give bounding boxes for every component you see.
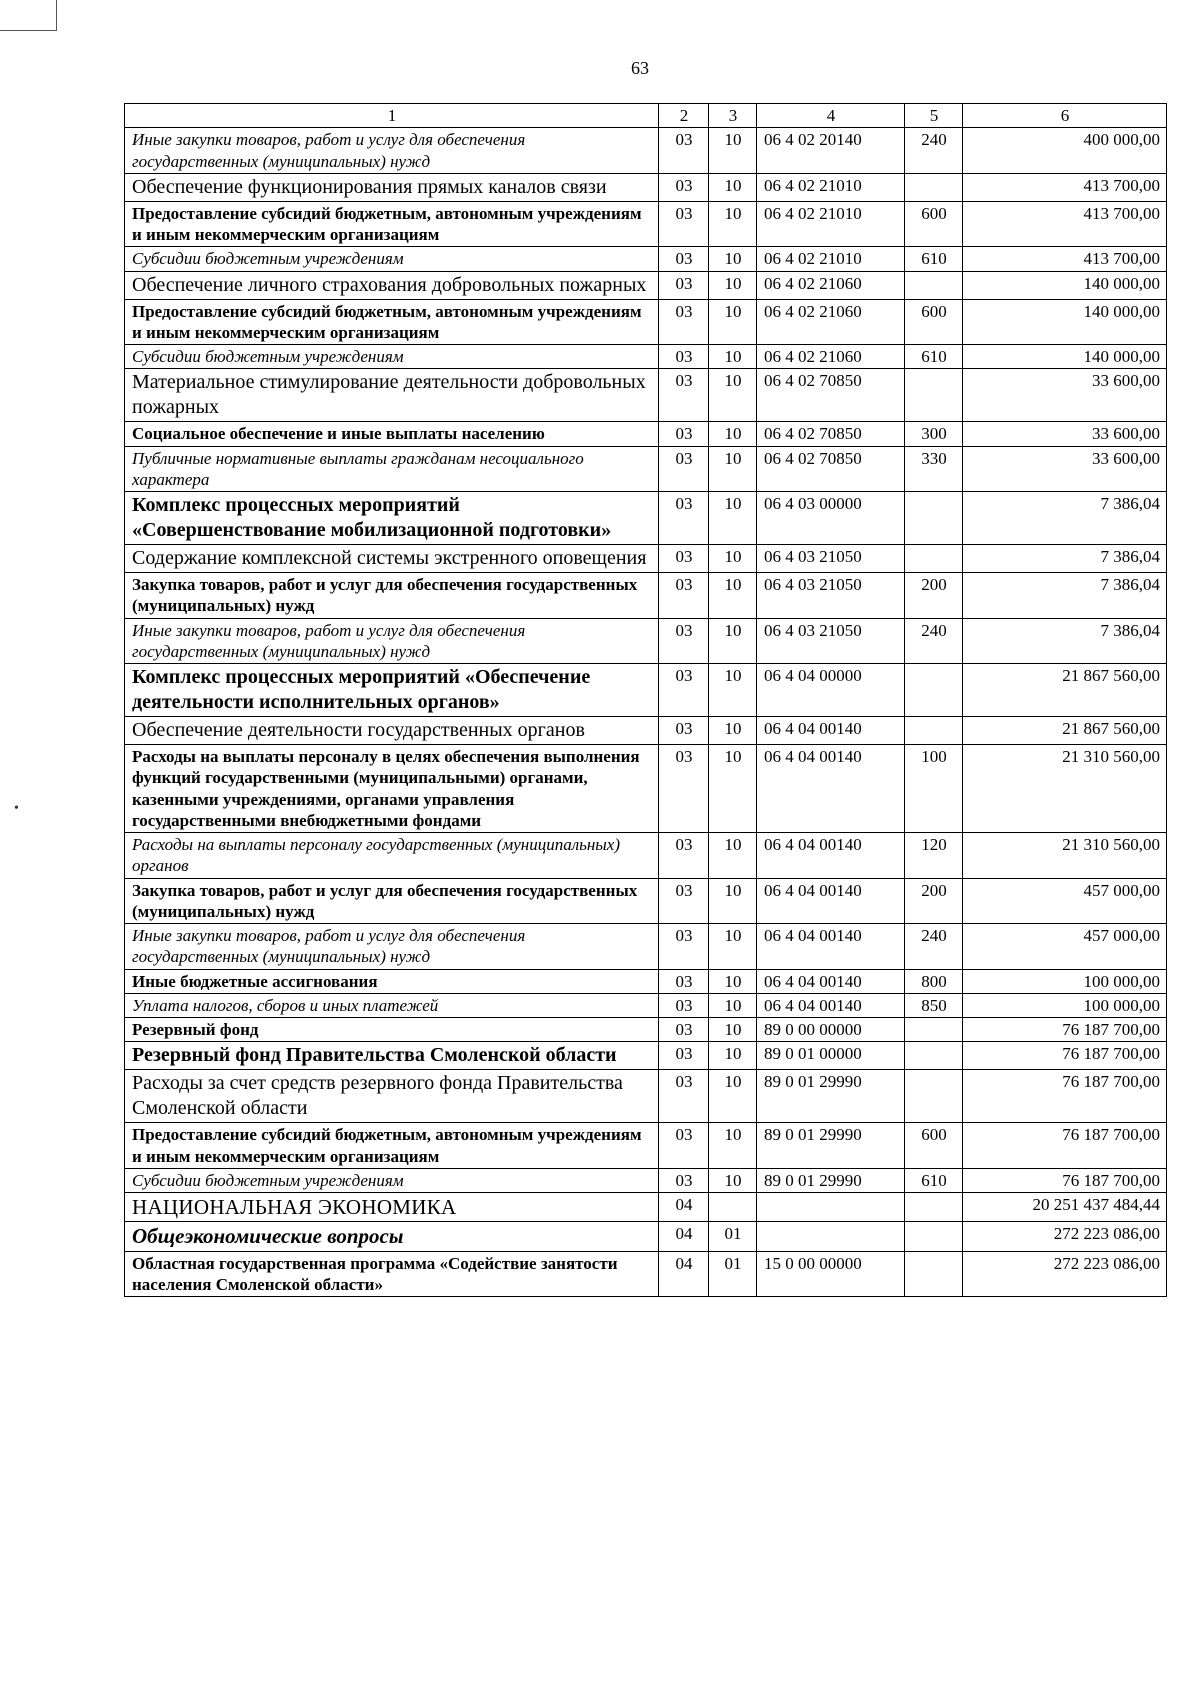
row-name: Содержание комплексной системы экстренного оповещения (125, 545, 659, 573)
row-amount: 7 386,04 (963, 545, 1167, 573)
row-section: 03 (659, 745, 709, 833)
row-amount: 272 223 086,00 (963, 1251, 1167, 1297)
row-expense-type (905, 1018, 963, 1042)
row-target-article (757, 1193, 905, 1222)
row-subsection: 10 (709, 299, 757, 345)
row-target-article: 15 0 00 00000 (757, 1251, 905, 1297)
table-row (125, 1042, 1167, 1070)
row-amount: 76 187 700,00 (963, 1070, 1167, 1123)
row-amount: 272 223 086,00 (963, 1222, 1167, 1251)
row-amount: 76 187 700,00 (963, 1042, 1167, 1070)
row-subsection: 10 (709, 969, 757, 993)
row-amount: 140 000,00 (963, 299, 1167, 345)
row-section: 03 (659, 128, 709, 174)
row-target-article: 89 0 01 29990 (757, 1070, 905, 1123)
header-col-1: 1 (125, 104, 659, 128)
row-name: Резервный фонд (125, 1018, 659, 1042)
row-subsection: 10 (709, 545, 757, 573)
row-expense-type: 200 (905, 878, 963, 924)
row-target-article: 06 4 04 00140 (757, 745, 905, 833)
row-amount: 76 187 700,00 (963, 1018, 1167, 1042)
table-row (125, 545, 1167, 573)
row-amount: 400 000,00 (963, 128, 1167, 174)
row-expense-type: 240 (905, 924, 963, 970)
table-row (125, 573, 1167, 619)
row-amount: 76 187 700,00 (963, 1123, 1167, 1169)
row-name: Материальное стимулирование деятельности добровольных пожарных (125, 369, 659, 422)
table-row (125, 618, 1167, 664)
row-section: 04 (659, 1251, 709, 1297)
row-subsection: 10 (709, 422, 757, 446)
table-row (125, 745, 1167, 833)
row-name: Комплекс процессных мероприятий «Совершенствование мобилизационной подготовки» (125, 492, 659, 545)
row-subsection: 10 (709, 1070, 757, 1123)
row-expense-type: 240 (905, 128, 963, 174)
row-target-article: 89 0 01 29990 (757, 1123, 905, 1169)
row-name: Обеспечение личного страхования добровольных пожарных (125, 271, 659, 299)
table-row (125, 1018, 1167, 1042)
row-expense-type (905, 173, 963, 201)
row-target-article: 06 4 04 00140 (757, 878, 905, 924)
header-col-2: 2 (659, 104, 709, 128)
row-expense-type (905, 1042, 963, 1070)
row-section: 04 (659, 1193, 709, 1222)
row-section: 03 (659, 545, 709, 573)
row-name: Предоставление субсидий бюджетным, автономным учреждениям и иным некоммерческим организациям (125, 1123, 659, 1169)
header-col-6: 6 (963, 104, 1167, 128)
row-name: Субсидии бюджетным учреждениям (125, 1168, 659, 1192)
table-row (125, 271, 1167, 299)
row-subsection: 10 (709, 618, 757, 664)
row-name: Предоставление субсидий бюджетным, автономным учреждениям и иным некоммерческим организациям (125, 201, 659, 247)
row-amount: 21 310 560,00 (963, 833, 1167, 879)
table-row (125, 446, 1167, 492)
row-section: 03 (659, 1042, 709, 1070)
row-subsection: 10 (709, 201, 757, 247)
row-expense-type (905, 1193, 963, 1222)
row-name: Иные закупки товаров, работ и услуг для обеспечения государственных (муниципальных) нужд (125, 924, 659, 970)
row-section: 03 (659, 717, 709, 745)
row-target-article: 06 4 03 21050 (757, 618, 905, 664)
row-expense-type: 610 (905, 345, 963, 369)
row-amount: 33 600,00 (963, 369, 1167, 422)
row-amount: 7 386,04 (963, 618, 1167, 664)
table-row (125, 969, 1167, 993)
table-row (125, 422, 1167, 446)
row-expense-type: 300 (905, 422, 963, 446)
row-expense-type: 800 (905, 969, 963, 993)
row-subsection: 10 (709, 271, 757, 299)
table-row (125, 1193, 1167, 1222)
page-number: 63 (631, 58, 649, 78)
row-target-article: 06 4 02 70850 (757, 446, 905, 492)
table-row (125, 492, 1167, 545)
row-section: 03 (659, 664, 709, 717)
row-name: Расходы за счет средств резервного фонда Правительства Смоленской области (125, 1070, 659, 1123)
row-expense-type: 600 (905, 201, 963, 247)
row-section: 03 (659, 969, 709, 993)
row-amount: 33 600,00 (963, 422, 1167, 446)
row-target-article: 89 0 01 29990 (757, 1168, 905, 1192)
table-row (125, 833, 1167, 879)
row-expense-type: 600 (905, 1123, 963, 1169)
row-name: Субсидии бюджетным учреждениям (125, 247, 659, 271)
row-expense-type (905, 1070, 963, 1123)
row-expense-type: 200 (905, 573, 963, 619)
table-row (125, 201, 1167, 247)
row-subsection: 10 (709, 446, 757, 492)
row-section: 03 (659, 369, 709, 422)
row-amount: 76 187 700,00 (963, 1168, 1167, 1192)
row-expense-type: 850 (905, 993, 963, 1017)
row-name: Публичные нормативные выплаты гражданам несоциального характера (125, 446, 659, 492)
table-row (125, 128, 1167, 174)
table-row (125, 345, 1167, 369)
row-target-article: 06 4 02 21010 (757, 201, 905, 247)
row-expense-type (905, 664, 963, 717)
row-amount: 413 700,00 (963, 201, 1167, 247)
row-expense-type (905, 492, 963, 545)
row-section: 03 (659, 993, 709, 1017)
row-expense-type: 610 (905, 247, 963, 271)
table-row (125, 717, 1167, 745)
row-subsection: 10 (709, 345, 757, 369)
row-subsection: 01 (709, 1251, 757, 1297)
header-col-3: 3 (709, 104, 757, 128)
row-expense-type: 100 (905, 745, 963, 833)
table-row (125, 1070, 1167, 1123)
row-section: 03 (659, 492, 709, 545)
row-target-article: 06 4 02 21060 (757, 299, 905, 345)
row-expense-type (905, 369, 963, 422)
row-name: Закупка товаров, работ и услуг для обеспечения государственных (муниципальных) нужд (125, 878, 659, 924)
row-subsection: 01 (709, 1222, 757, 1251)
row-name: Расходы на выплаты персоналу государственных (муниципальных) органов (125, 833, 659, 879)
row-name: Резервный фонд Правительства Смоленской области (125, 1042, 659, 1070)
row-subsection: 10 (709, 924, 757, 970)
row-amount: 21 310 560,00 (963, 745, 1167, 833)
row-name: Иные закупки товаров, работ и услуг для обеспечения государственных (муниципальных) нужд (125, 618, 659, 664)
row-section: 03 (659, 924, 709, 970)
row-section: 03 (659, 1123, 709, 1169)
table-row (125, 924, 1167, 970)
row-subsection: 10 (709, 492, 757, 545)
row-target-article: 06 4 02 20140 (757, 128, 905, 174)
budget-table (124, 103, 1167, 1297)
row-amount: 100 000,00 (963, 969, 1167, 993)
row-name: Предоставление субсидий бюджетным, автономным учреждениям и иным некоммерческим организациям (125, 299, 659, 345)
row-amount: 457 000,00 (963, 878, 1167, 924)
row-target-article: 06 4 02 21010 (757, 247, 905, 271)
row-name: Социальное обеспечение и иные выплаты населению (125, 422, 659, 446)
row-name: НАЦИОНАЛЬНАЯ ЭКОНОМИКА (125, 1193, 659, 1222)
table-row (125, 247, 1167, 271)
table-row (125, 1168, 1167, 1192)
row-section: 03 (659, 878, 709, 924)
row-amount: 20 251 437 484,44 (963, 1193, 1167, 1222)
row-target-article: 06 4 03 00000 (757, 492, 905, 545)
row-name: Иные закупки товаров, работ и услуг для обеспечения государственных (муниципальных) нужд (125, 128, 659, 174)
row-expense-type: 240 (905, 618, 963, 664)
row-name: Общеэкономические вопросы (125, 1222, 659, 1251)
row-section: 03 (659, 618, 709, 664)
header-row (125, 104, 1167, 128)
row-target-article: 06 4 04 00140 (757, 993, 905, 1017)
row-target-article: 06 4 04 00140 (757, 717, 905, 745)
row-amount: 413 700,00 (963, 247, 1167, 271)
row-section: 03 (659, 1018, 709, 1042)
row-name: Обеспечение деятельности государственных органов (125, 717, 659, 745)
row-subsection: 10 (709, 247, 757, 271)
row-amount: 457 000,00 (963, 924, 1167, 970)
row-section: 03 (659, 299, 709, 345)
row-subsection: 10 (709, 993, 757, 1017)
row-subsection: 10 (709, 1123, 757, 1169)
row-name: Уплата налогов, сборов и иных платежей (125, 993, 659, 1017)
table-row (125, 1251, 1167, 1297)
row-section: 03 (659, 173, 709, 201)
table-row (125, 664, 1167, 717)
row-subsection: 10 (709, 717, 757, 745)
row-subsection: 10 (709, 128, 757, 174)
row-target-article: 06 4 04 00140 (757, 924, 905, 970)
row-expense-type: 610 (905, 1168, 963, 1192)
row-expense-type (905, 271, 963, 299)
header-col-4: 4 (757, 104, 905, 128)
row-target-article: 06 4 04 00140 (757, 969, 905, 993)
table-row (125, 1222, 1167, 1251)
row-subsection: 10 (709, 173, 757, 201)
row-subsection (709, 1193, 757, 1222)
row-section: 04 (659, 1222, 709, 1251)
row-amount: 33 600,00 (963, 446, 1167, 492)
header-col-5: 5 (905, 104, 963, 128)
row-section: 03 (659, 573, 709, 619)
row-expense-type: 600 (905, 299, 963, 345)
row-section: 03 (659, 422, 709, 446)
row-section: 03 (659, 345, 709, 369)
row-amount: 100 000,00 (963, 993, 1167, 1017)
row-section: 03 (659, 1168, 709, 1192)
row-target-article: 89 0 01 00000 (757, 1042, 905, 1070)
row-target-article: 06 4 03 21050 (757, 545, 905, 573)
row-target-article: 06 4 02 70850 (757, 422, 905, 446)
row-name: Обеспечение функционирования прямых каналов связи (125, 173, 659, 201)
row-amount: 21 867 560,00 (963, 717, 1167, 745)
table-row (125, 878, 1167, 924)
row-section: 03 (659, 271, 709, 299)
row-target-article: 06 4 03 21050 (757, 573, 905, 619)
row-expense-type (905, 1251, 963, 1297)
row-section: 03 (659, 833, 709, 879)
row-target-article: 06 4 04 00140 (757, 833, 905, 879)
row-section: 03 (659, 247, 709, 271)
row-subsection: 10 (709, 878, 757, 924)
row-name: Закупка товаров, работ и услуг для обеспечения государственных (муниципальных) нужд (125, 573, 659, 619)
row-expense-type (905, 1222, 963, 1251)
row-subsection: 10 (709, 1168, 757, 1192)
row-expense-type: 120 (905, 833, 963, 879)
row-name: Областная государственная программа «Содействие занятости населения Смоленской области» (125, 1251, 659, 1297)
table-row (125, 369, 1167, 422)
row-subsection: 10 (709, 1018, 757, 1042)
row-amount: 7 386,04 (963, 492, 1167, 545)
row-target-article: 06 4 02 21060 (757, 271, 905, 299)
row-amount: 413 700,00 (963, 173, 1167, 201)
row-name: Иные бюджетные ассигнования (125, 969, 659, 993)
row-name: Расходы на выплаты персоналу в целях обеспечения выполнения функций государственными (муниципальными) органами, казенными учреждениями, органами управления государственными внебюджетными фондами (125, 745, 659, 833)
row-target-article: 06 4 02 70850 (757, 369, 905, 422)
row-name: Комплекс процессных мероприятий «Обеспечение деятельности исполнительных органов» (125, 664, 659, 717)
scan-corner-mark (0, 0, 57, 31)
table-row (125, 299, 1167, 345)
row-amount: 7 386,04 (963, 573, 1167, 619)
row-target-article: 06 4 04 00000 (757, 664, 905, 717)
row-target-article: 06 4 02 21060 (757, 345, 905, 369)
row-amount: 21 867 560,00 (963, 664, 1167, 717)
scan-artifact-dot: • (14, 801, 19, 816)
row-subsection: 10 (709, 664, 757, 717)
row-expense-type: 330 (905, 446, 963, 492)
row-expense-type (905, 717, 963, 745)
row-section: 03 (659, 201, 709, 247)
row-subsection: 10 (709, 573, 757, 619)
row-amount: 140 000,00 (963, 271, 1167, 299)
row-target-article: 89 0 00 00000 (757, 1018, 905, 1042)
row-section: 03 (659, 446, 709, 492)
row-subsection: 10 (709, 745, 757, 833)
row-amount: 140 000,00 (963, 345, 1167, 369)
row-target-article: 06 4 02 21010 (757, 173, 905, 201)
row-subsection: 10 (709, 833, 757, 879)
table-row (125, 1123, 1167, 1169)
row-subsection: 10 (709, 369, 757, 422)
row-name: Субсидии бюджетным учреждениям (125, 345, 659, 369)
row-section: 03 (659, 1070, 709, 1123)
row-target-article (757, 1222, 905, 1251)
row-subsection: 10 (709, 1042, 757, 1070)
row-expense-type (905, 545, 963, 573)
table-row (125, 173, 1167, 201)
table-row (125, 993, 1167, 1017)
